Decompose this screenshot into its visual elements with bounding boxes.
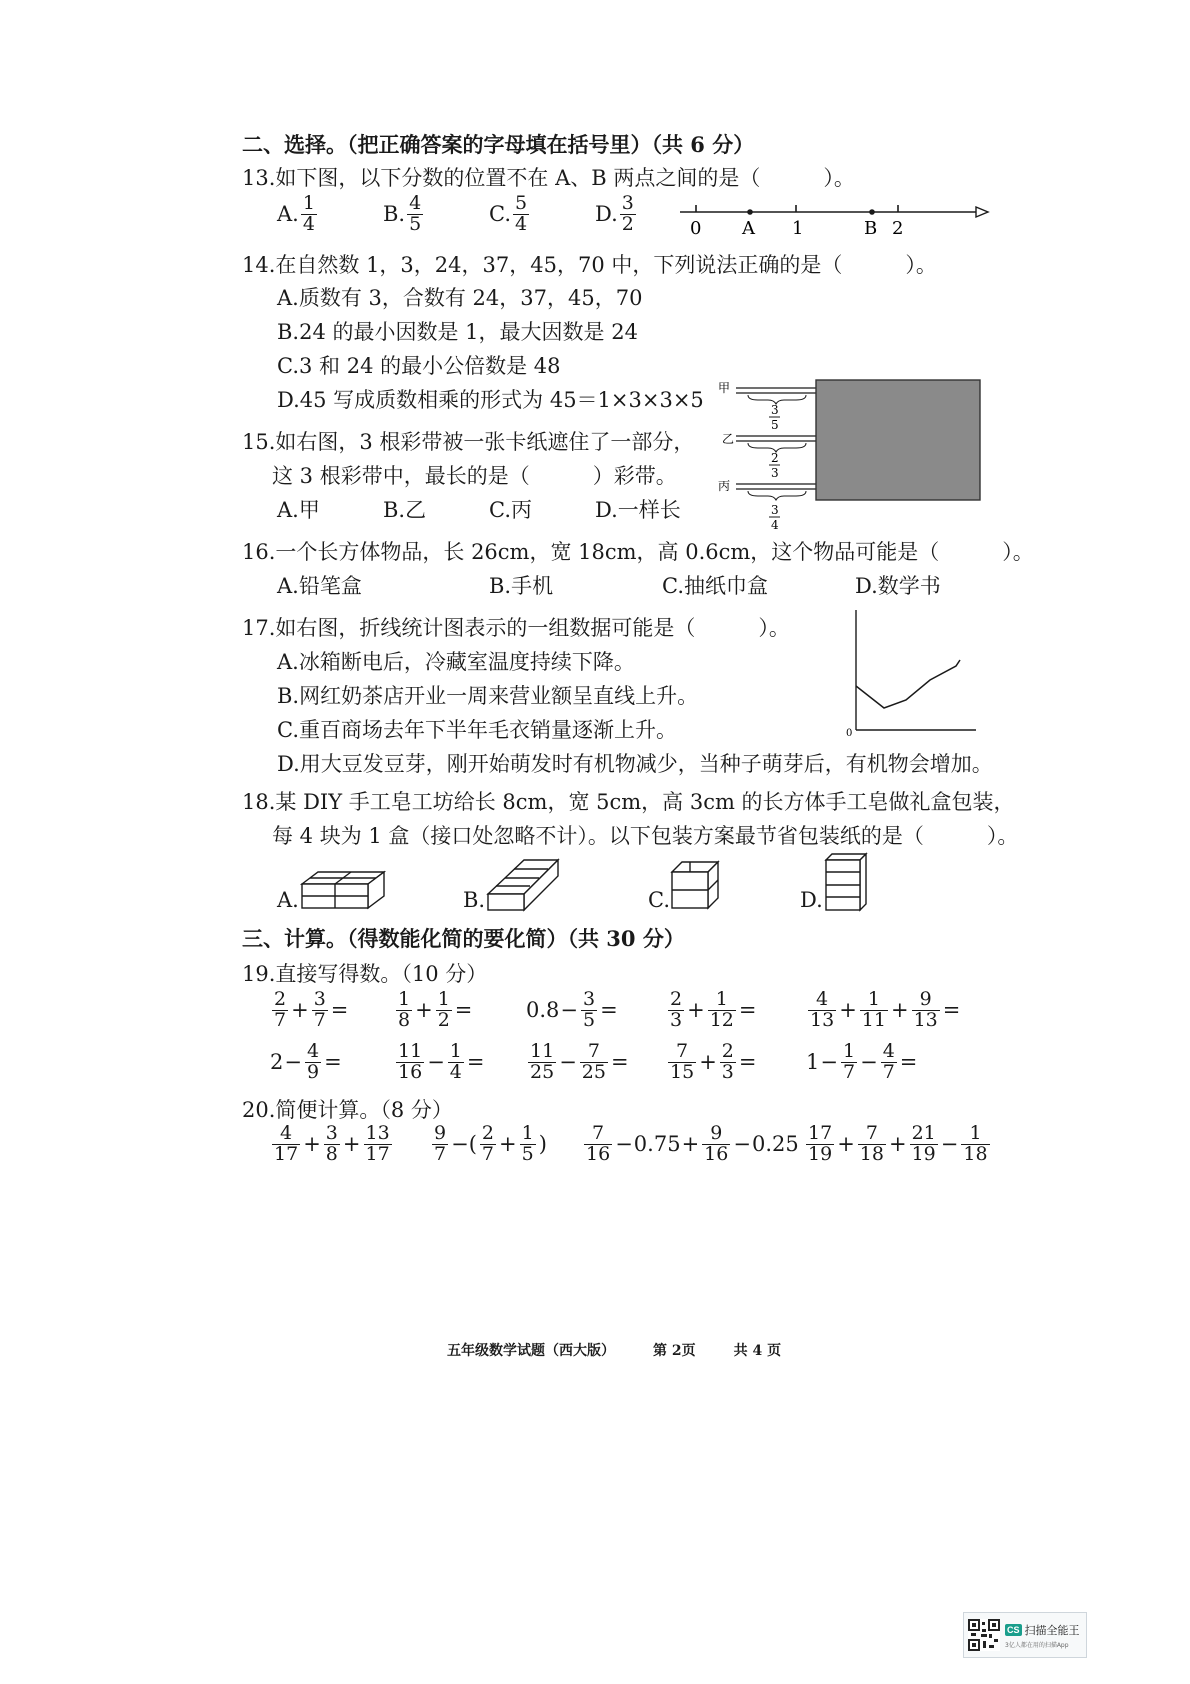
fraction (301, 194, 317, 235)
line-graph (842, 604, 982, 740)
calc-19-8: $\frac{11}{25}$ − $\frac{7}{25}$ = (530, 1040, 629, 1083)
section-2-heading: 二、选择。（把正确答案的字母填在括号里）（共 6 分） (242, 132, 755, 157)
question-15-option-d: D.一样长 (595, 498, 681, 522)
option-label: A. (277, 202, 299, 227)
fraction (620, 194, 636, 235)
question-16-option-b: B.手机 (489, 574, 554, 598)
frac-bing-den: 4 (771, 518, 779, 532)
option-a (277, 194, 383, 235)
question-14-option-b: B.24 的最小因数是 1，最大因数是 24 (277, 320, 638, 344)
calc-19-1: $\frac{2}{7}$ + $\frac{3}{7}$ = (274, 988, 349, 1031)
frac-yi-den: 3 (771, 466, 779, 480)
question-16-option-a: A.铅笔盒 (277, 574, 362, 598)
question-16-option-d: D.数学书 (855, 574, 941, 598)
ribbons-figure (718, 376, 988, 536)
calc-19-5: $\frac{4}{13}$ + $\frac{1}{11}$ + $\frac{9}{13}$ = (810, 988, 961, 1031)
card (816, 380, 980, 500)
cs-logo: CS (1007, 1624, 1020, 1635)
box-arrangement-b (484, 856, 564, 912)
denominator: 4 (515, 212, 528, 235)
calc-19-4: $\frac{2}{3}$ + $\frac{1}{12}$ = (670, 988, 757, 1031)
question-17-option-a: A.冰箱断电后，冷藏室温度持续下降。 (277, 650, 635, 674)
graph-line (856, 660, 960, 708)
option-d (595, 194, 675, 235)
app-name: 扫描全能王 (1024, 1623, 1080, 1637)
question-16-option-c: C.抽纸巾盒 (662, 574, 768, 598)
option-label: B. (383, 202, 406, 227)
frac-jia-num: 3 (771, 403, 779, 417)
calc-20-2: $\frac{9}{7}$ −( $\frac{2}{7}$ + $\frac{1}{5}$ ) (434, 1122, 547, 1165)
question-18-line-1: 18.某 DIY 手工皂工坊给长 8cm，宽 5cm，高 3cm 的长方体手工皂做礼盒包装， (242, 790, 1015, 814)
denominator: 2 (621, 212, 634, 235)
question-17-option-b: B.网红奶茶店开业一周来营业额呈直线上升。 (277, 684, 699, 708)
question-17-option-d: D.用大豆发豆芽，刚开始萌发时有机物减少，当种子萌芽后，有机物会增加。 (277, 752, 993, 776)
question-13-options (277, 194, 675, 235)
fraction (513, 194, 529, 235)
calc-20-1: $\frac{4}{17}$ + $\frac{3}{8}$ + $\frac{13}{17}$ (274, 1122, 390, 1165)
calc-19-9: $\frac{7}{15}$ + $\frac{2}{3}$ = (670, 1040, 757, 1083)
ribbon-jia (736, 388, 816, 393)
label-one: 1 (792, 218, 804, 239)
scanner-watermark (963, 1612, 1087, 1658)
label-zero: 0 (690, 218, 702, 239)
question-14-option-a: A.质数有 3，合数有 24，37，45，70 (277, 286, 643, 310)
question-17-option-c: C.重百商场去年下半年毛衣销量逐渐上升。 (277, 718, 677, 742)
calc-19-2: $\frac{1}{8}$ + $\frac{1}{2}$ = (398, 988, 473, 1031)
brace-bing (748, 491, 806, 500)
question-13-stem: 13.如下图，以下分数的位置不在 A、B 两点之间的是（ ）。 (242, 166, 855, 190)
question-15-line-2: 这 3 根彩带中，最长的是（ ）彩带。 (272, 464, 677, 488)
box-arrangement-d (822, 850, 870, 914)
numerator: 5 (515, 192, 528, 214)
numerator: 1 (302, 192, 315, 214)
label-two: 2 (892, 218, 904, 239)
calc-20-4: $\frac{17}{19}$ + $\frac{7}{18}$ + $\frac{21}{19}$ − $\frac{1}{18}$ (808, 1122, 988, 1165)
app-tagline: 3亿人都在用的扫描App (1005, 1641, 1069, 1649)
question-20-title: 20.简便计算。（8 分） (242, 1098, 453, 1122)
question-19-title: 19.直接写得数。（10 分） (242, 962, 488, 986)
label-yi: 乙 (722, 432, 735, 446)
label-bing: 丙 (718, 479, 731, 493)
question-14-option-d: D.45 写成质数相乘的形式为 45＝1×3×3×5 (277, 388, 704, 412)
numerator: 3 (621, 192, 634, 214)
frac-yi-num: 2 (771, 451, 779, 465)
fraction (407, 194, 423, 235)
option-b (383, 194, 489, 235)
ribbon-bing (736, 484, 816, 489)
question-15-option-b: B.乙 (383, 498, 427, 522)
calc-19-6: 2 − $\frac{4}{9}$ = (270, 1040, 342, 1083)
option-label: C. (489, 202, 511, 227)
numerator: 4 (409, 192, 422, 214)
qr-code-icon (968, 1619, 1000, 1651)
frac-jia-den: 5 (771, 418, 779, 432)
watermark-text (1005, 1622, 1080, 1649)
calc-20-3: $\frac{7}{16}$ − 0.75 + $\frac{9}{16}$ − 0.25 (586, 1122, 799, 1165)
denominator: 5 (409, 212, 422, 235)
ribbon-yi (736, 436, 816, 441)
label-b: B (864, 218, 878, 239)
frac-bing-num: 3 (771, 503, 779, 517)
question-14-option-c: C.3 和 24 的最小公倍数是 48 (277, 354, 561, 378)
question-16-stem: 16.一个长方体物品，长 26cm，宽 18cm，高 0.6cm，这个物品可能是（ ）。 (242, 540, 1034, 564)
question-18-option-c: C. (648, 888, 670, 912)
calc-19-7: $\frac{11}{16}$ − $\frac{1}{4}$ = (398, 1040, 485, 1083)
option-c (489, 194, 595, 235)
denominator: 4 (302, 212, 315, 235)
question-15-option-c: C.丙 (489, 498, 532, 522)
footer-page: 第 2页 (653, 1343, 696, 1359)
question-18-option-d: D. (800, 888, 823, 912)
option-label: D. (595, 202, 618, 227)
footer-title: 五年级数学试题（西大版） (447, 1343, 615, 1359)
point-a (747, 209, 753, 215)
question-18-option-a: A. (277, 888, 299, 912)
number-line (676, 196, 996, 242)
box-arrangement-a (298, 866, 390, 912)
label-a: A (742, 218, 755, 239)
question-15-option-a: A.甲 (277, 498, 320, 522)
question-15-line-1: 15.如右图，3 根彩带被一张卡纸遮住了一部分， (242, 430, 695, 454)
calc-19-10: 1 − $\frac{1}{7}$ − $\frac{4}{7}$ = (806, 1040, 918, 1083)
point-b (869, 209, 875, 215)
label-jia: 甲 (718, 381, 731, 395)
question-18-line-2: 每 4 块为 1 盒（接口处忽略不计）。以下包装方案最节省包装纸的是（ ）。 (272, 824, 1019, 848)
footer-total: 共 4 页 (733, 1343, 782, 1359)
question-17-stem: 17.如右图，折线统计图表示的一组数据可能是（ ）。 (242, 616, 790, 640)
section-3-heading: 三、计算。（得数能化简的要化简）（共 30 分） (242, 926, 685, 951)
question-18-option-b: B. (463, 888, 486, 912)
page-footer (447, 1340, 781, 1360)
arrow-icon (976, 207, 988, 217)
box-arrangement-c (668, 858, 724, 912)
question-14-stem: 14.在自然数 1，3，24，37，45，70 中，下列说法正确的是（ ）。 (242, 253, 937, 277)
graph-origin-label: 0 (846, 728, 853, 739)
calc-19-3: 0.8 − $\frac{3}{5}$ = (526, 988, 618, 1031)
